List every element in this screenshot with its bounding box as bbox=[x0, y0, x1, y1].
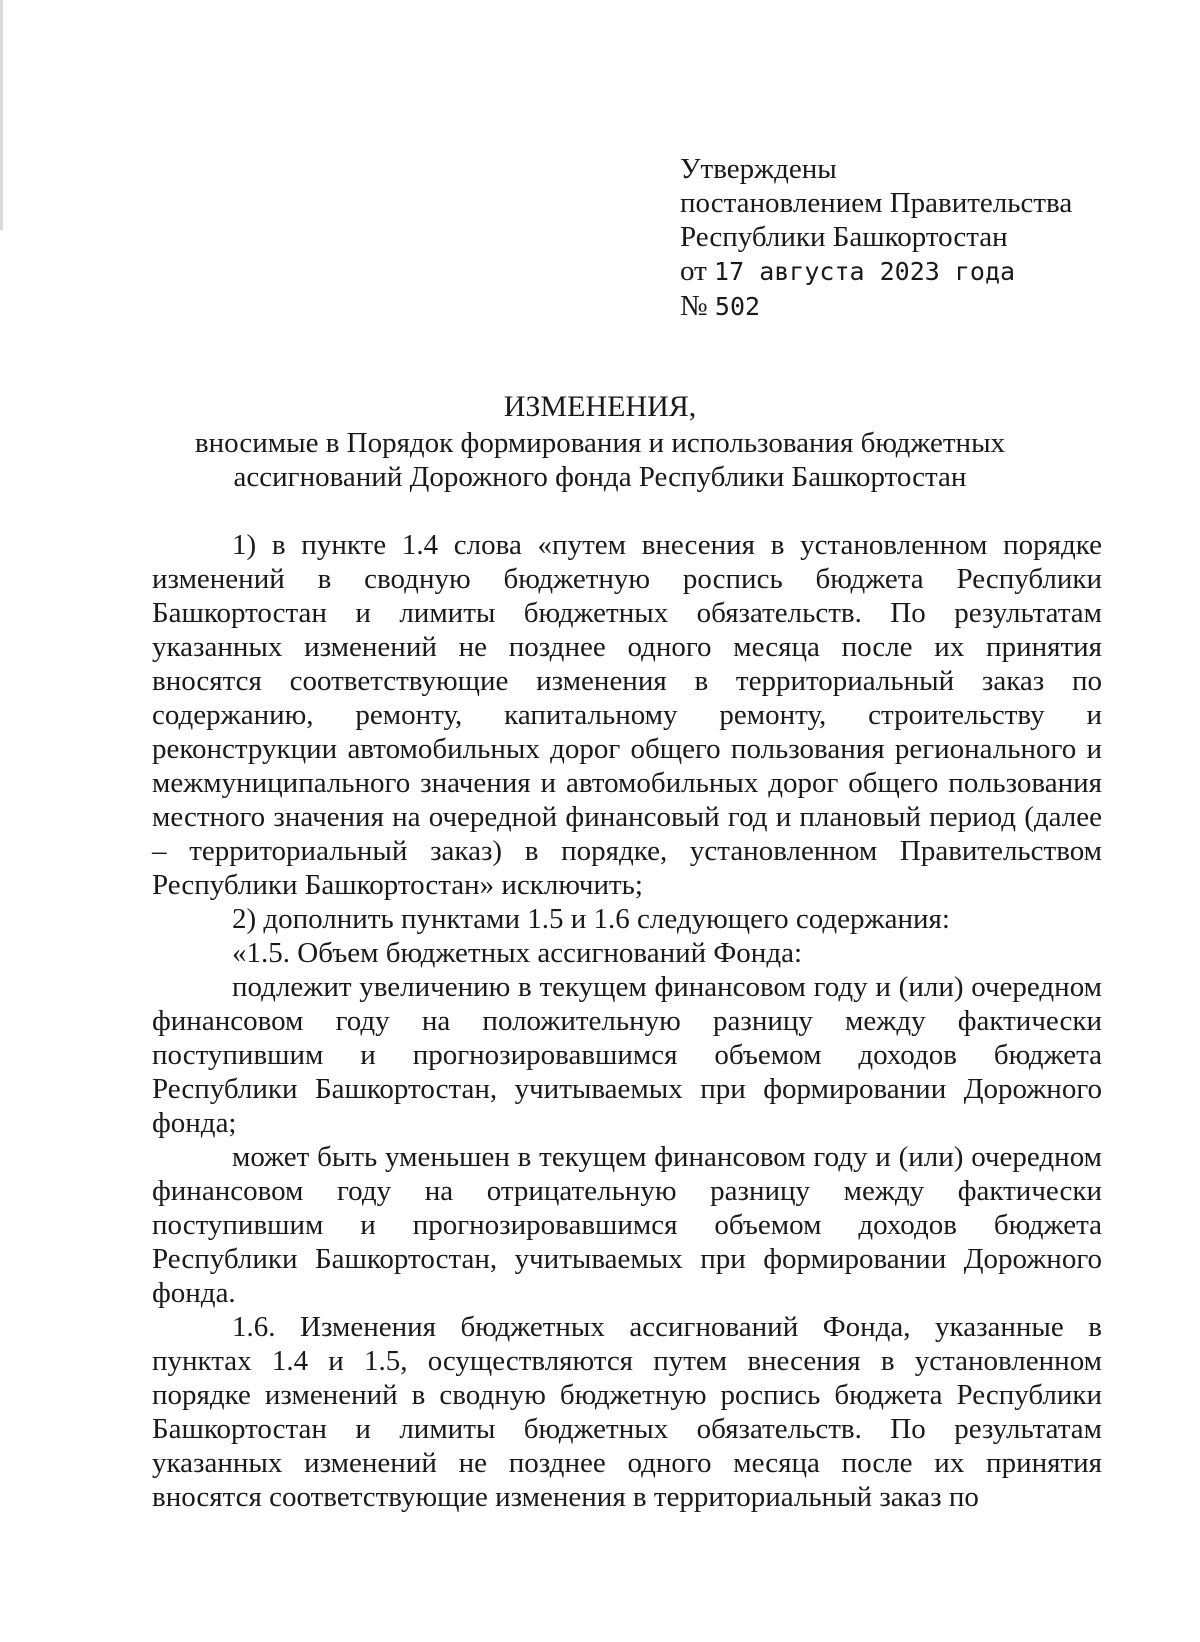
document-body bbox=[152, 528, 1102, 1514]
paragraph-clause-1-5: «1.5. Объем бюджетных ассигнований Фонда: bbox=[232, 937, 803, 969]
approval-line-approved: Утверждены bbox=[680, 153, 837, 185]
document-subtitle-line-2: ассигнований Дорожного фонда Республики Башкортостан bbox=[233, 461, 967, 493]
paragraph-decrease: может быть уменьшен в текущем финансовом году и (или) очередном финансовом году на отрицательную разницу между фактически поступившим и прогнозировавшимся объемом доходов бюджета Республики Башкортостан, учитываемых при формировании Дорожного фонда. bbox=[152, 1141, 1102, 1309]
approval-number: 502 bbox=[714, 292, 761, 321]
paragraph-item-1: 1) в пункте 1.4 слова «путем внесения в установленном порядке изменений в сводную бюджетную роспись бюджета Республики Башкортостан и лимиты бюджетных обязательств. По результатам указанных изменений не позднее одного месяца после их принятия вносятся соответствующие изменения в территориальный заказ по содержанию, ремонту, капитальному ремонту, строительству и реконструкции автомобильных дорог общего пользования регионального и межмуниципального значения и автомобильных дорог общего пользования местного значения на очередной финансовый год и плановый период (далее – территориальный заказ) в порядке, установленном Правительством Республики Башкортостан» исключить; bbox=[152, 529, 1102, 901]
approval-stamp-block bbox=[680, 152, 1100, 324]
approval-line-resolution: постановлением Правительства bbox=[680, 187, 1073, 219]
document-subtitle-line-1: вносимые в Порядок формирования и использования бюджетных bbox=[194, 427, 1006, 459]
paragraph-clause-1-6: 1.6. Изменения бюджетных ассигнований Фонда, указанные в пунктах 1.4 и 1.5, осуществляются путем внесения в установленном порядке изменений в сводную бюджетную роспись бюджета Республики Башкортостан и лимиты бюджетных обязательств. По результатам указанных изменений не позднее одного месяца после их принятия вносятся соответствующие изменения в территориальный заказ по bbox=[152, 1311, 1102, 1513]
approval-date: 17 августа 2023 года bbox=[714, 257, 1016, 286]
paragraph-increase: подлежит увеличению в текущем финансовом году и (или) очередном финансовом году на положительную разницу между фактически поступившим и прогнозировавшимся объемом доходов бюджета Республики Башкортостан, учитываемых при формировании Дорожного фонда; bbox=[152, 971, 1102, 1139]
document-heading bbox=[150, 390, 1050, 494]
approval-line-republic: Республики Башкортостан bbox=[680, 221, 1008, 253]
document-title: ИЗМЕНЕНИЯ, bbox=[503, 390, 697, 423]
paragraph-item-2: 2) дополнить пунктами 1.5 и 1.6 следующего содержания: bbox=[232, 903, 950, 935]
approval-number-prefix: № bbox=[680, 290, 708, 322]
approval-date-prefix: от bbox=[680, 255, 707, 287]
approval-date-line bbox=[680, 254, 1100, 289]
scan-edge-shadow bbox=[0, 0, 3, 230]
approval-number-line bbox=[680, 289, 1100, 324]
